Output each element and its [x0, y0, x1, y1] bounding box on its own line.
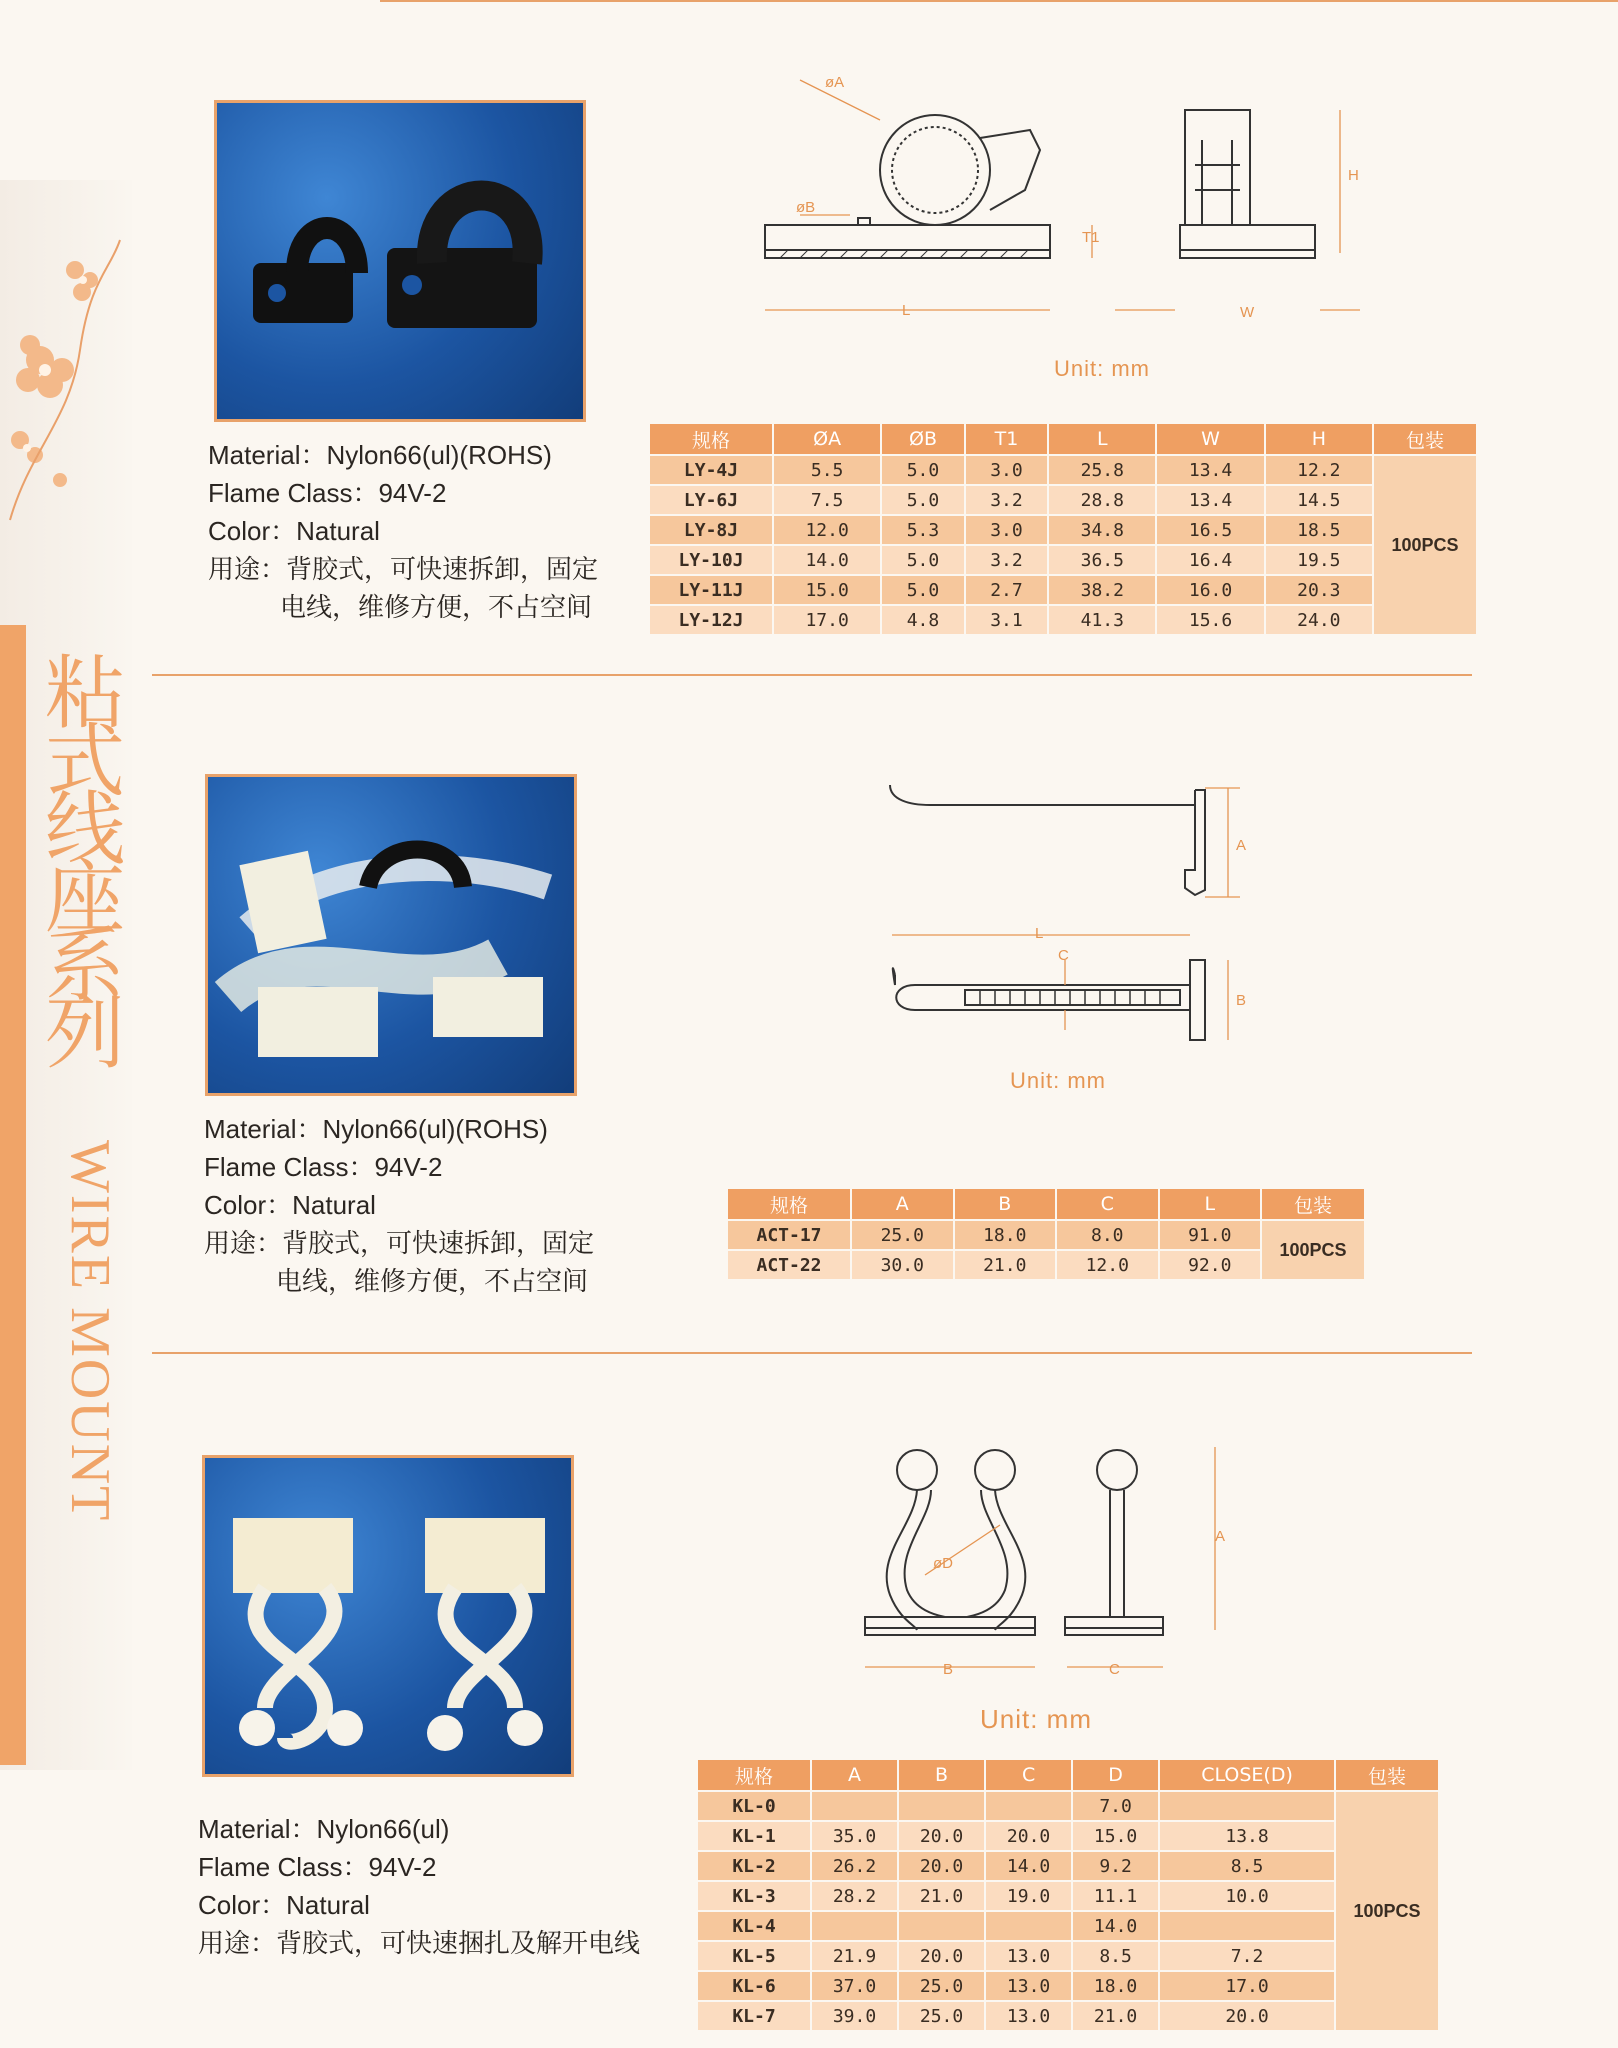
- th: L: [1048, 423, 1156, 455]
- cell: [811, 1911, 898, 1941]
- cell: 19.5: [1265, 545, 1373, 575]
- cell: [898, 1911, 985, 1941]
- spec-color: Color：Natural: [204, 1190, 376, 1220]
- spec-flame: Flame Class：94V-2: [204, 1152, 443, 1182]
- th: B: [954, 1188, 1057, 1220]
- cell: 92.0: [1159, 1250, 1262, 1280]
- cell: 91.0: [1159, 1220, 1262, 1250]
- cell: 4.8: [881, 605, 964, 635]
- th: C: [985, 1759, 1072, 1791]
- cell: 20.0: [898, 1821, 985, 1851]
- table-row: [697, 1971, 1439, 2001]
- spec-usage-cont: 电线，维修方便，不占空间: [276, 1266, 589, 1296]
- product-photo-ly: [214, 100, 586, 422]
- cell: 16.4: [1156, 545, 1264, 575]
- dim-label-l: L: [1035, 925, 1044, 942]
- cell: 15.0: [773, 575, 881, 605]
- cell: KL-5: [697, 1941, 811, 1971]
- cell: 25.0: [898, 1971, 985, 2001]
- cell: ACT-22: [727, 1250, 851, 1280]
- cell: 2.7: [965, 575, 1048, 605]
- dim-label-c: C: [1109, 1661, 1120, 1678]
- dim-label-b: B: [943, 1661, 954, 1678]
- cell: 12.2: [1265, 455, 1373, 485]
- cell: 28.8: [1048, 485, 1156, 515]
- dim-label-h: H: [1348, 167, 1359, 184]
- table-row: [697, 1821, 1439, 1851]
- specs-ly: [208, 436, 598, 626]
- cell: 5.0: [881, 545, 964, 575]
- cell: 3.0: [965, 455, 1048, 485]
- cell: 26.2: [811, 1851, 898, 1881]
- table-row: [697, 2001, 1439, 2031]
- cell: 13.0: [985, 1941, 1072, 1971]
- cell: 34.8: [1048, 515, 1156, 545]
- th: 规格: [649, 423, 773, 455]
- cell: 21.9: [811, 1941, 898, 1971]
- cell: 38.2: [1048, 575, 1156, 605]
- cell: 15.6: [1156, 605, 1264, 635]
- cell: 3.2: [965, 545, 1048, 575]
- cell: 7.5: [773, 485, 881, 515]
- table-row: [697, 1881, 1439, 1911]
- table-row: [649, 575, 1477, 605]
- cell: 7.2: [1159, 1941, 1335, 1971]
- unit-label-ly: Unit: mm: [1054, 356, 1150, 381]
- cell: 18.5: [1265, 515, 1373, 545]
- cell: ACT-17: [727, 1220, 851, 1250]
- dim-label-w: W: [1240, 304, 1255, 321]
- cell: 19.0: [985, 1881, 1072, 1911]
- diagram-kl: [855, 1435, 1275, 1685]
- diagram-ly: [740, 60, 1380, 340]
- th: A: [851, 1188, 954, 1220]
- cell: 13.0: [985, 1971, 1072, 2001]
- dim-label-a: A: [1236, 837, 1247, 854]
- cell: 13.4: [1156, 485, 1264, 515]
- cell: 21.0: [954, 1250, 1057, 1280]
- unit-label-act: Unit: mm: [1010, 1068, 1106, 1093]
- sidebar-title-cn: 粘式线座系列: [45, 647, 125, 1080]
- cell: 14.0: [773, 545, 881, 575]
- cell: KL-2: [697, 1851, 811, 1881]
- cell: 36.5: [1048, 545, 1156, 575]
- cell: [985, 1911, 1072, 1941]
- cell: 16.0: [1156, 575, 1264, 605]
- table-row: [697, 1941, 1439, 1971]
- specs-kl: [198, 1810, 640, 1962]
- cell: 17.0: [1159, 1971, 1335, 2001]
- cell: 17.0: [773, 605, 881, 635]
- th: W: [1156, 423, 1264, 455]
- cell: 10.0: [1159, 1881, 1335, 1911]
- table-row: [649, 605, 1477, 635]
- th: ØB: [881, 423, 964, 455]
- cell: LY-8J: [649, 515, 773, 545]
- cell: 28.2: [811, 1881, 898, 1911]
- cell: 16.5: [1156, 515, 1264, 545]
- cell: 12.0: [773, 515, 881, 545]
- cell: 8.5: [1072, 1941, 1159, 1971]
- th: 规格: [697, 1759, 811, 1791]
- cell: 41.3: [1048, 605, 1156, 635]
- cell: 5.5: [773, 455, 881, 485]
- cell: 14.0: [1072, 1911, 1159, 1941]
- cell: 14.0: [985, 1851, 1072, 1881]
- cell: LY-12J: [649, 605, 773, 635]
- cell: 13.4: [1156, 455, 1264, 485]
- unit-label-kl: Unit: mm: [980, 1704, 1092, 1734]
- cell: 39.0: [811, 2001, 898, 2031]
- cell: 21.0: [1072, 2001, 1159, 2031]
- cell: 14.5: [1265, 485, 1373, 515]
- th: H: [1265, 423, 1373, 455]
- spec-usage-cont: 电线，维修方便，不占空间: [280, 592, 593, 622]
- table-row: [697, 1851, 1439, 1881]
- th: 包装: [1373, 423, 1477, 455]
- th: D: [1072, 1759, 1159, 1791]
- cell: 8.0: [1056, 1220, 1159, 1250]
- cell: 20.0: [898, 1851, 985, 1881]
- table-ly: [648, 422, 1478, 636]
- table-row: [697, 1791, 1439, 1821]
- cell: 20.3: [1265, 575, 1373, 605]
- cell: 18.0: [954, 1220, 1057, 1250]
- spec-usage: 用途：背胶式，可快速捆扎及解开电线: [198, 1928, 641, 1958]
- spec-flame: Flame Class：94V-2: [198, 1852, 437, 1882]
- cell: KL-0: [697, 1791, 811, 1821]
- table-row: [649, 545, 1477, 575]
- dim-label-b: øB: [796, 199, 816, 216]
- specs-act: [204, 1110, 594, 1300]
- cell: 12.0: [1056, 1250, 1159, 1280]
- spec-material: Material：Nylon66(ul)(ROHS): [204, 1114, 548, 1144]
- table-row: [649, 455, 1477, 485]
- spec-usage: 用途：背胶式，可快速拆卸，固定: [204, 1228, 595, 1258]
- dim-label-b: B: [1236, 992, 1247, 1009]
- th: 规格: [727, 1188, 851, 1220]
- cell: 9.2: [1072, 1851, 1159, 1881]
- product-photo-act: [205, 774, 577, 1096]
- table-row: [649, 485, 1477, 515]
- cell: 11.1: [1072, 1881, 1159, 1911]
- flower-ornament-icon: [0, 230, 140, 530]
- th: L: [1159, 1188, 1262, 1220]
- th: T1: [965, 423, 1048, 455]
- spec-color: Color：Natural: [198, 1890, 370, 1920]
- cell: 3.0: [965, 515, 1048, 545]
- table-row: [649, 515, 1477, 545]
- spec-color: Color：Natural: [208, 516, 380, 546]
- section-divider: [152, 1352, 1472, 1354]
- cell: KL-7: [697, 2001, 811, 2031]
- cell: 7.0: [1072, 1791, 1159, 1821]
- sidebar-title-en: WIRE MOUNT: [59, 1140, 121, 1523]
- cell: 5.0: [881, 455, 964, 485]
- table-act: [726, 1187, 1366, 1281]
- product-photo-kl: [202, 1455, 574, 1777]
- cell: LY-6J: [649, 485, 773, 515]
- cell: 13.8: [1159, 1821, 1335, 1851]
- dim-label-t1: T1: [1082, 229, 1100, 246]
- dim-label-l: L: [902, 302, 911, 319]
- cell: [1159, 1791, 1335, 1821]
- cell: 3.1: [965, 605, 1048, 635]
- dim-label-d: øD: [933, 1555, 953, 1572]
- cell: 25.0: [898, 2001, 985, 2031]
- cell: LY-10J: [649, 545, 773, 575]
- cell: 25.0: [851, 1220, 954, 1250]
- cell: [898, 1791, 985, 1821]
- cell: 13.0: [985, 2001, 1072, 2031]
- th: A: [811, 1759, 898, 1791]
- cell: 8.5: [1159, 1851, 1335, 1881]
- spec-material: Material：Nylon66(ul)(ROHS): [208, 440, 552, 470]
- cell: 3.2: [965, 485, 1048, 515]
- cell: 5.3: [881, 515, 964, 545]
- cell: 5.0: [881, 575, 964, 605]
- th: C: [1056, 1188, 1159, 1220]
- pack-cell: 100PCS: [1335, 1791, 1439, 2031]
- cell: LY-4J: [649, 455, 773, 485]
- cell: 37.0: [811, 1971, 898, 2001]
- spec-usage: 用途：背胶式，可快速拆卸，固定: [208, 554, 599, 584]
- cell: 24.0: [1265, 605, 1373, 635]
- cell: 25.8: [1048, 455, 1156, 485]
- table-kl: [696, 1758, 1440, 2032]
- dim-label-c: C: [1058, 947, 1069, 964]
- cell: 5.0: [881, 485, 964, 515]
- cell: 15.0: [1072, 1821, 1159, 1851]
- th: 包装: [1335, 1759, 1439, 1791]
- cell: 20.0: [898, 1941, 985, 1971]
- cell: KL-1: [697, 1821, 811, 1851]
- pack-cell: 100PCS: [1261, 1220, 1365, 1280]
- dim-label-a: A: [1215, 1528, 1226, 1545]
- cell: LY-11J: [649, 575, 773, 605]
- cell: [811, 1791, 898, 1821]
- cell: [985, 1791, 1072, 1821]
- table-row: [697, 1911, 1439, 1941]
- cell: 20.0: [1159, 2001, 1335, 2031]
- spec-material: Material：Nylon66(ul): [198, 1814, 450, 1844]
- top-rule: [380, 0, 1618, 2]
- cell: [1159, 1911, 1335, 1941]
- cell: KL-6: [697, 1971, 811, 2001]
- cell: KL-4: [697, 1911, 811, 1941]
- cell: KL-3: [697, 1881, 811, 1911]
- cell: 30.0: [851, 1250, 954, 1280]
- dim-label-a: øA: [825, 74, 845, 91]
- sidebar-accent-bar: [0, 625, 26, 1765]
- section-divider: [152, 674, 1472, 676]
- pack-cell: 100PCS: [1373, 455, 1477, 635]
- cell: 35.0: [811, 1821, 898, 1851]
- cell: 20.0: [985, 1821, 1072, 1851]
- spec-flame: Flame Class：94V-2: [208, 478, 447, 508]
- th: ØA: [773, 423, 881, 455]
- cell: 18.0: [1072, 1971, 1159, 2001]
- th: CLOSE(D): [1159, 1759, 1335, 1791]
- th: B: [898, 1759, 985, 1791]
- table-row: [727, 1220, 1365, 1250]
- cell: 21.0: [898, 1881, 985, 1911]
- th: 包装: [1261, 1188, 1365, 1220]
- diagram-act: [870, 770, 1270, 1060]
